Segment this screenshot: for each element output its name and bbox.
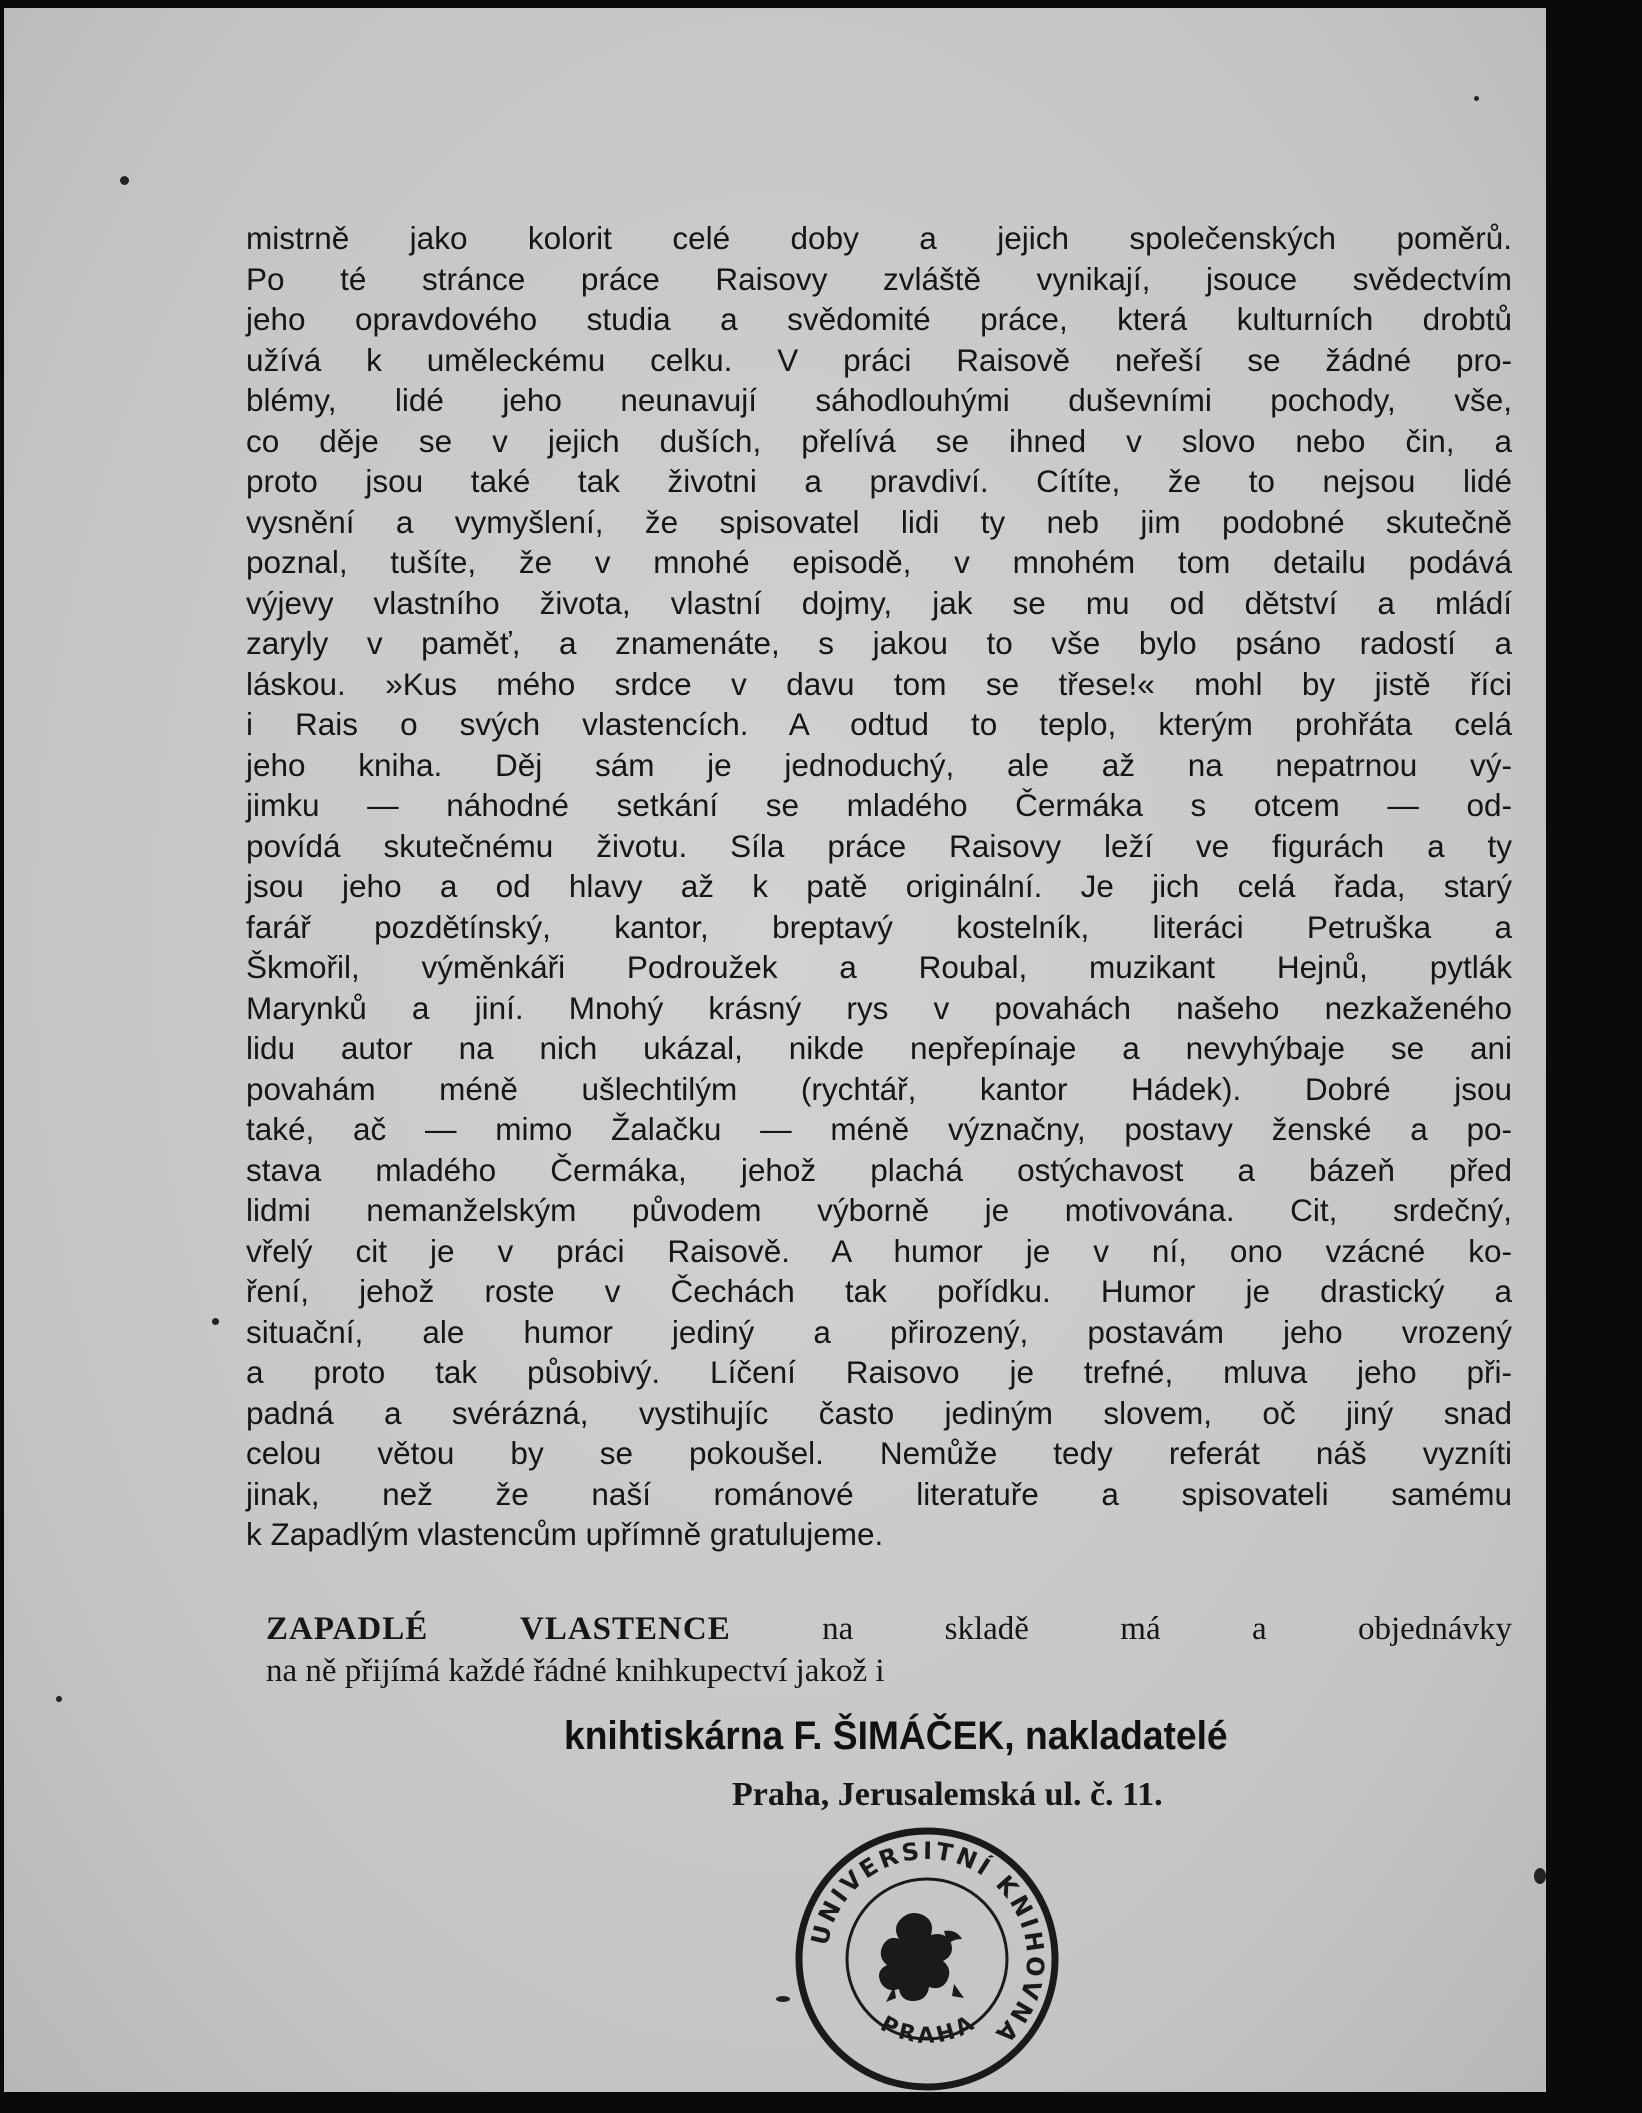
availability-notice: [266, 1608, 1512, 1692]
text-line: co děje se v jejich duších, přelívá se ihned v slovo nebo čin, a: [246, 422, 1512, 459]
stamp-city-text: PRAHA: [876, 2009, 982, 2049]
stamp-ring-text: UNIVERSITNÍ KNIHOVNA: [805, 1836, 1050, 2051]
text-line: také, ač — mimo Žalačku — méně význačny, postavy ženské a po-: [246, 1111, 1512, 1147]
ink-speck: [56, 1696, 62, 1702]
availability-line-1: [266, 1608, 1512, 1650]
text-line: jsou jeho a od hlavy až k patě originální. Je jich celá řada, starý: [246, 868, 1512, 904]
publisher-address: Praha, Jerusalemská ul. č. 11.: [732, 1776, 1163, 1813]
document-page: [4, 8, 1546, 2092]
ink-speck: [776, 1996, 790, 2002]
text-line: i Rais o svých vlastencích. A odtud to teplo, kterým prohřáta celá: [246, 706, 1512, 742]
publisher-name: knihtiskárna F. ŠIMÁČEK, nakladatelé: [564, 1714, 1228, 1758]
text-line: situační, ale humor jediný a přirozený, postavám jeho vrozený: [246, 1313, 1512, 1350]
text-line: mistrně jako kolorit celé doby a jejich společenských poměrů.: [246, 220, 1512, 256]
text-line: láskou. »Kus mého srdce v davu tom se třese!« mohl by jistě říci: [246, 665, 1512, 702]
text-line: k Zapadlým vlastencům upřímně gratulujeme.: [246, 1516, 884, 1552]
ink-speck: [1534, 1868, 1546, 1884]
text-line: jeho kniha. Děj sám je jednoduchý, ale až na nepatrnou vý-: [246, 746, 1512, 783]
text-line: povídá skutečnému životu. Síla práce Raisovy leží ve figurách a ty: [246, 827, 1512, 864]
text-line: padná a svérázná, vystihujíc často jediným slovem, oč jiný snad: [246, 1394, 1512, 1431]
review-text: [246, 218, 1512, 1555]
text-line: Po té stránce práce Raisovy zvláště vynikají, jsouce svědectvím: [246, 260, 1512, 297]
text-line: jeho opravdového studia a svědomité práce, která kulturních drobtů: [246, 301, 1512, 337]
text-line: jinak, než že naší románové literatuře a spisovateli samému: [246, 1475, 1512, 1512]
ink-speck: [212, 1318, 219, 1325]
text-line: užívá k uměleckému celku. V práci Raisově neřeší se žádné pro-: [246, 341, 1512, 378]
text-line: stava mladého Čermáka, jehož plachá ostýchavost a bázeň před: [246, 1151, 1512, 1188]
text-line: celou větou by se pokoušel. Nemůže tedy referát náš vyzníti: [246, 1435, 1512, 1471]
library-stamp: [794, 1826, 1060, 2092]
text-line: proto jsou také tak životni a pravdiví. Cítíte, že to nejsou lidé: [246, 463, 1512, 499]
text-line: poznal, tušíte, že v mnohé episodě, v mnohém tom detailu podává: [246, 544, 1512, 580]
text-line: farář pozdětínský, kantor, breptavý kostelník, literáci Petruška a: [246, 908, 1512, 945]
text-line: vysnění a vymyšlení, že spisovatel lidi ty neb jim podobné skutečně: [246, 503, 1512, 540]
ink-speck: [120, 176, 129, 185]
text-line: povahám méně ušlechtilým (rychtář, kantor Hádek). Dobré jsou: [246, 1070, 1512, 1107]
text-line: vřelý cit je v práci Raisově. A humor je v ní, ono vzácné ko-: [246, 1232, 1512, 1269]
text-line: jimku — náhodné setkání se mladého Čermáka s otcem — od-: [246, 787, 1512, 823]
text-line: a proto tak působivý. Líčení Raisovo je trefné, mluva jeho při-: [246, 1354, 1512, 1390]
book-title: ZAPADLÉ VLASTENCE: [266, 1611, 731, 1647]
lion-emblem-icon: [879, 1913, 964, 2002]
text-line: Škmořil, výměnkáři Podroužek a Roubal, muzikant Hejnů, pytlák: [246, 949, 1512, 985]
ink-speck: [1474, 96, 1479, 101]
text-line: lidu autor na nich ukázal, nikde nepřepínaje a nevyhýbaje se ani: [246, 1030, 1512, 1066]
text-line: lidmi nemanželským původem výborně je motivována. Cit, srdečný,: [246, 1192, 1512, 1228]
text-line: zaryly v paměť, a znamenáte, s jakou to vše bylo psáno radostí a: [246, 625, 1512, 661]
text-line: Marynků a jiní. Mnohý krásný rys v povahách našeho nezkaženého: [246, 989, 1512, 1026]
text-line: ření, jehož roste v Čechách tak pořídku. Humor je drastický a: [246, 1273, 1512, 1309]
text-line: blémy, lidé jeho neunavují sáhodlouhými duševními pochody, vše,: [246, 382, 1512, 418]
availability-line-2: na ně přijímá každé řádné knihkupectví jakož i: [266, 1653, 885, 1689]
text-line: výjevy vlastního života, vlastní dojmy, jak se mu od dětství a mládí: [246, 584, 1512, 621]
availability-text: na skladě má a objednávky: [730, 1611, 1512, 1647]
